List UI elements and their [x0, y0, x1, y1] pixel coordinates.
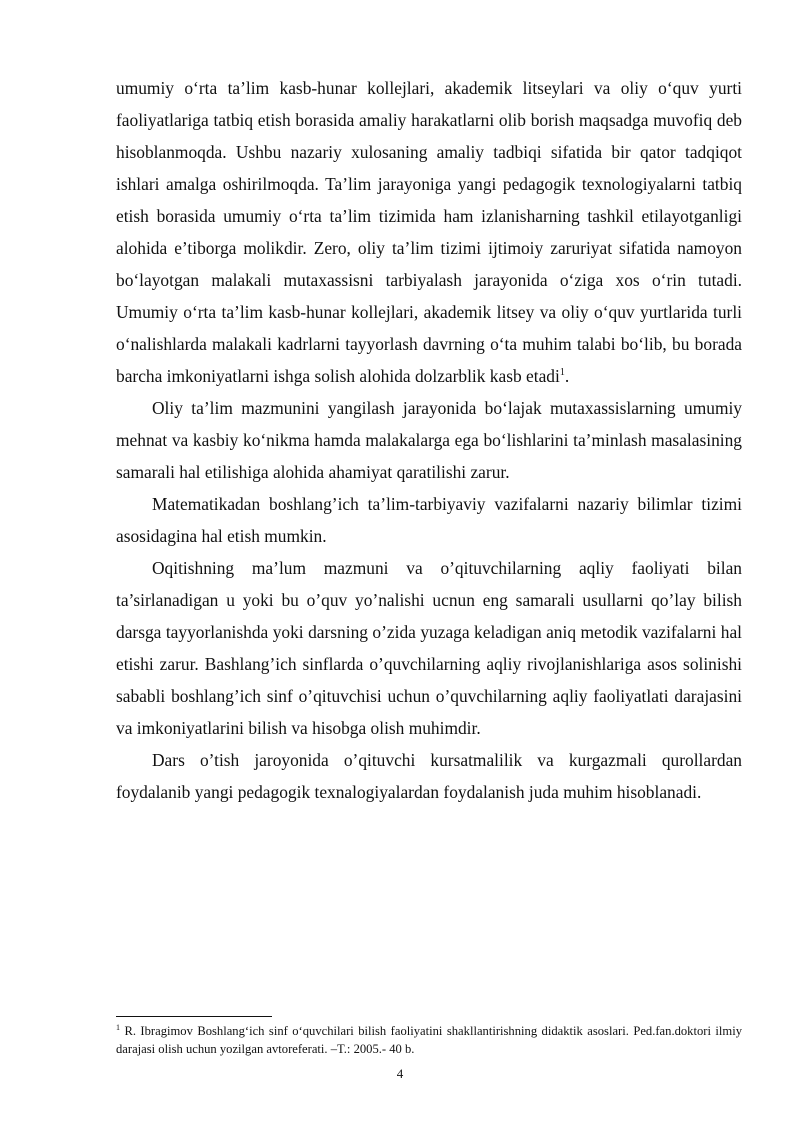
paragraph-4: Oqitishning ma’lum mazmuni va o’qituvchilarning aqliy faoliyati bilan ta’sirlanadigan u yoki bu o’quv yo’nalishi ucnun eng samarali usullarni qo’lay bilish darsga tayyorlanishda yoki darsning o’zida yuzaga keladigan aniq metodik vazifalarni hal etishi zarur. Bashlang’ich sinflarda o’quvchilarning aqliy rivojlanishlariga asos solinishi sababli boshlang’ich sinf o’qituvchisi uchun o’quvchilarning aqliy faoliyatlati darajasini va imkoniyatlarini bilish va hisobga olish muhimdir. — [116, 558, 742, 738]
body-text — [116, 72, 742, 808]
paragraph-1-end: . — [564, 366, 570, 386]
footnote-separator — [116, 1016, 272, 1017]
footnote — [116, 1022, 742, 1058]
footnote-reference: 1 — [559, 367, 565, 379]
footnote-number: 1 — [116, 1022, 120, 1032]
paragraph-3: Matematikadan boshlang’ich ta’lim-tarbiyaviy vazifalarni nazariy bilimlar tizimi asosidagina hal etish mumkin. — [116, 494, 742, 546]
paragraph-2: Oliy ta’lim mazmunini yangilash jarayonida bo‘lajak mutaxassislarning umumiy mehnat va kasbiy ko‘nikma hamda malakalarga ega bo‘lishlarini ta’minlash masalasining samarali hal etilishiga alohida ahamiyat qaratilishi zarur. — [116, 398, 742, 482]
paragraph-5: Dars o’tish jaroyonida o’qituvchi kursatmalilik va kurgazmali qurollardan foydalanib yangi pedagogik texnalogiyalardan foydalanish juda muhim hisoblanadi. — [116, 750, 742, 802]
footnote-text: R. Ibragimov Boshlang‘ich sinf o‘quvchilari bilish faoliyatini shakllantirishning didaktik asoslari. Ped.fan.doktori ilmiy darajasi olish uchun yozilgan avtoreferati. –T.: 2005.- 40 b. — [116, 1024, 742, 1056]
page-number: 4 — [396, 1066, 404, 1081]
paragraph-1-text: umumiy o‘rta ta’lim kasb-hunar kollejlari, akademik litseylari va oliy o‘quv yurti faoliyatlariga tatbiq etish borasida amaliy harakatlarni olib borish maqsadga muvofiq deb hisoblanmoqda. Ushbu nazariy xulosaning amaliy tadbiqi sifatida bir qator tadqiqot ishlari amalga oshirilmoqda. Ta’lim jarayoniga yangi pedagogik texnologiyalarni tatbiq etish borasida umumiy o‘rta ta’lim tizimida ham izlanisharning tashkil etilayotganligi alohida e’tiborga molikdir. Zero, oliy ta’lim tizimi ijtimoiy zaruriyat sifatida namoyon bo‘layotgan malakali mutaxassisni tarbiyalash jarayonida o‘ziga xos o‘rin tutadi. Umumiy o‘rta ta’lim kasb-hunar kollejlari, akademik litsey va oliy o‘quv yurtlarida turli o‘nalishlarda malakali kadrlarni tayyorlash davrning o‘ta muhim talabi bo‘lib, bu borada barcha imkoniyatlarni ishga solish alohida dolzarblik kasb etadi — [116, 78, 742, 386]
paragraph-1 — [116, 72, 742, 392]
